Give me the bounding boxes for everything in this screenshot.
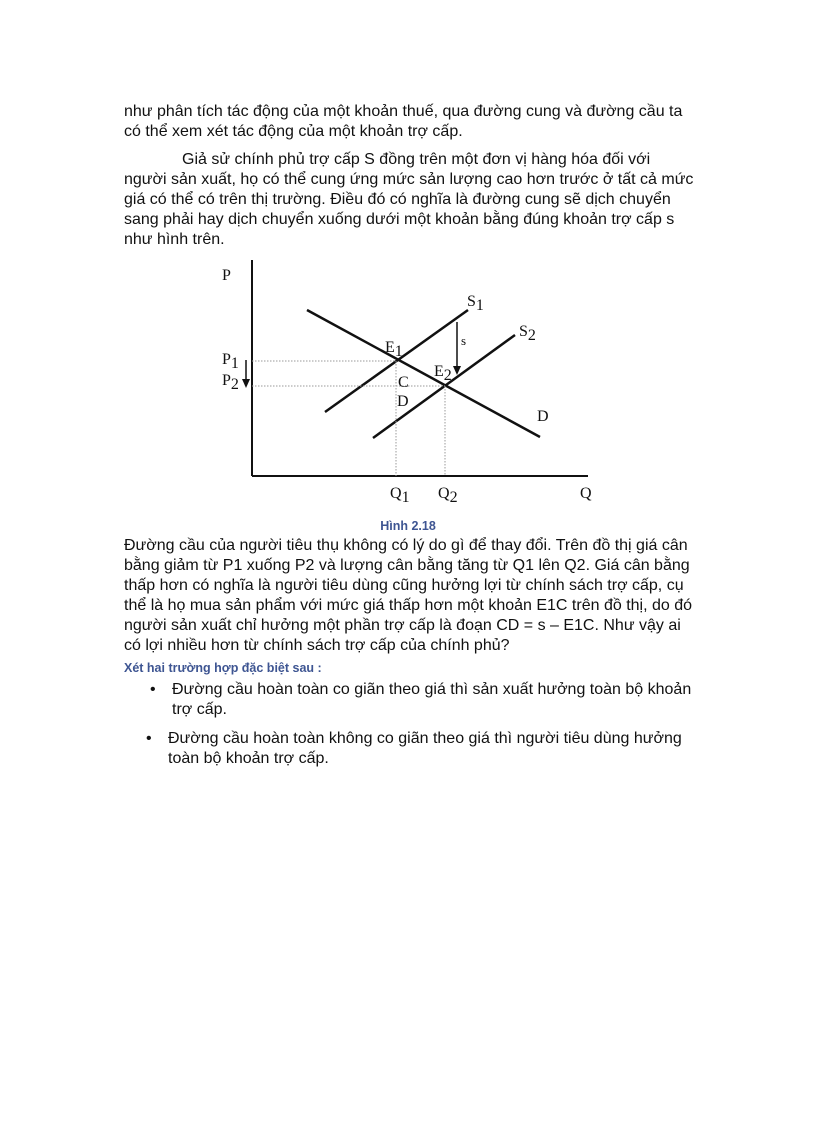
demand-label: D [537,408,549,425]
text-line: Đường cầu hoàn toàn không co giãn theo giá thì người tiêu dùng hưởng [168,730,682,747]
svg-text:S1: S1 [467,293,484,314]
text-line: người sản xuất chỉ hưởng một phần trợ cấp là đoạn CD = s – E1C. Như vậy ai [124,617,681,634]
text-line: như hình trên. [124,231,225,248]
text-line: Giả sử chính phủ trợ cấp S đồng trên một đơn vị hàng hóa đối với [182,151,651,168]
text-line: có lợi nhiều hơn từ chính sách trợ cấp của chính phủ? [124,637,510,654]
text-line: thể là họ mua sản phẩm với mức giá thấp hơn một khoản E1C trên đồ thị, do đó [124,597,693,614]
bullet-item [150,680,692,720]
text-line: trợ cấp. [172,701,227,718]
text-line: Đường cầu hoàn toàn co giãn theo giá thì sản xuất hưởng toàn bộ khoản [172,681,692,698]
bullet-icon: • [146,730,152,747]
text-line: sang phải hay dịch chuyển xuống dưới một khoản bằng đúng khoản trợ cấp s [124,211,675,228]
supply-demand-figure [0,0,816,520]
svg-text:S2: S2 [519,323,536,344]
text-line: Đường cầu của người tiêu thụ không có lý do gì để thay đổi. Trên đồ thị giá cân [124,537,688,554]
text-line: bằng giảm từ P1 xuống P2 và lượng cân bằng tăng từ Q1 lên Q2. Giá cân bằng [124,557,690,574]
svg-text:E2: E2 [434,363,452,384]
svg-text:P: P [222,267,231,284]
text-line: giá có thể có trên thị trường. Điều đó có nghĩa là đường cung sẽ dịch chuyển [124,191,671,208]
bullet-icon: • [150,681,156,698]
svg-text:P1: P1 [222,351,239,372]
point-c-label: C [398,374,409,391]
svg-text:Q1: Q1 [390,485,410,506]
bullet-item [146,729,682,769]
text-line: có thể xem xét tác động của một khoản trợ cấp. [124,123,463,140]
text-line: toàn bộ khoản trợ cấp. [168,750,329,767]
point-d-label: D [397,393,409,410]
text-line: như phân tích tác động của một khoản thuế, qua đường cung và đường cầu ta [124,103,683,120]
price-drop-arrowhead [242,379,250,388]
subsidy-label: s [461,333,467,348]
svg-text:Q: Q [580,485,592,502]
special-cases-heading: Xét hai trường hợp đặc biệt sau : [124,661,322,675]
demand-curve [307,310,540,437]
svg-text:Q2: Q2 [438,485,458,506]
text-line: thấp hơn có nghĩa là người tiêu dùng cũng hưởng lợi từ chính sách trợ cấp, cụ [124,577,684,594]
figure-caption: Hình 2.18 [380,519,436,533]
svg-text:P2: P2 [222,372,239,393]
paragraph-analysis [124,536,704,656]
svg-text:E1: E1 [385,339,403,360]
text-line: người sản xuất, họ có thể cung ứng mức sản lượng cao hơn trước ở tất cả mức [124,171,694,188]
